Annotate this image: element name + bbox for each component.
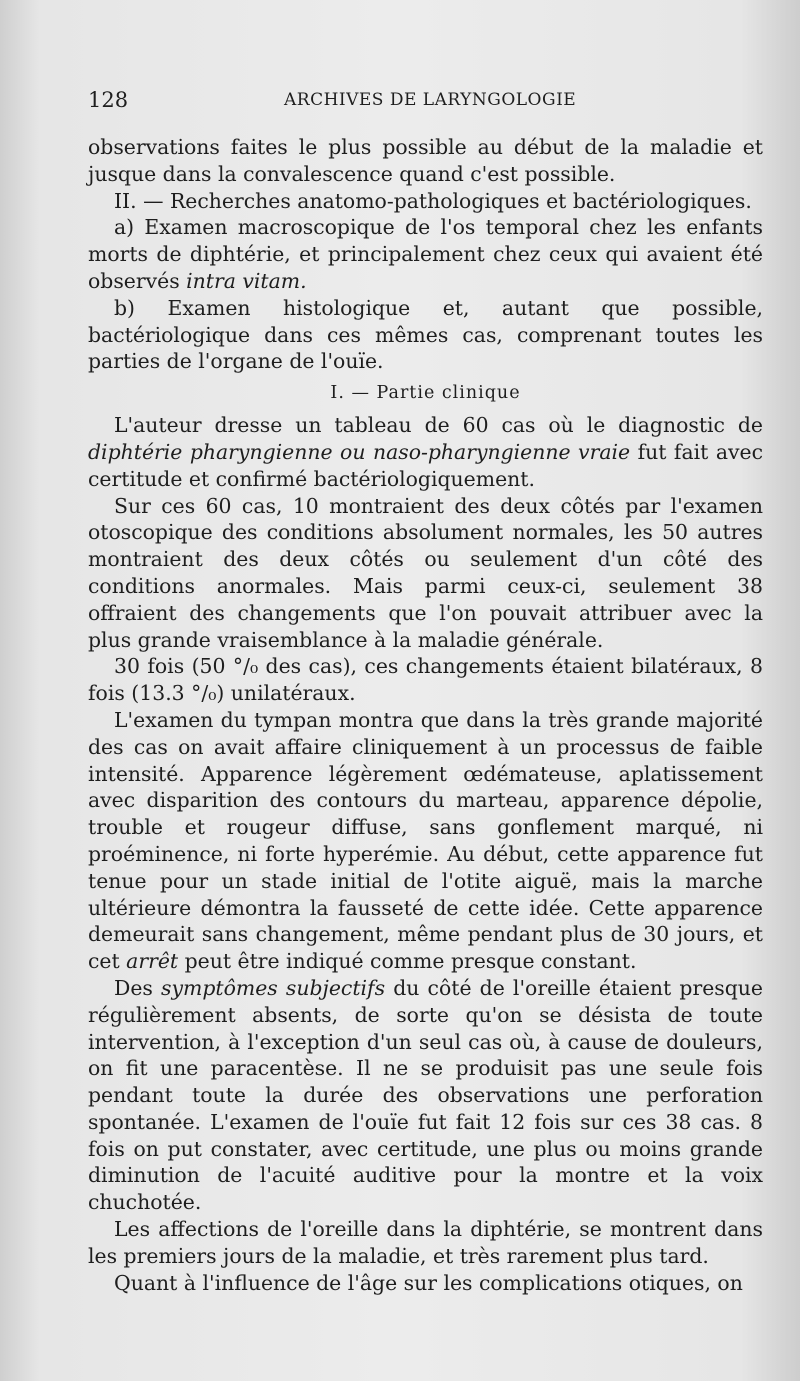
section-title: I. — Partie clinique: [330, 383, 521, 404]
paragraph: II. — Recherches anatomo-pathologiques et bactériologiques.: [114, 188, 752, 213]
paragraph: Les affections de l'oreille dans la diphtérie, se montrent dans les premiers jours de la maladie, et très rarement plus tard.: [88, 1217, 763, 1268]
paragraph: [88, 707, 763, 975]
paragraph-text: peut être indiqué comme presque constant.: [178, 949, 637, 974]
paragraph-text: du côté de l'oreille étaient presque régulièrement absents, de sorte qu'on se désista de toute intervention, à l'exception d'un seul cas où, à cause de douleurs, on fit une paracentèse. Il ne se produisit pas une seule fois pendant toute la durée des observations une perforation spontanée. L'examen de l'ouïe fut fait 12 fois sur ces 38 cas. 8 fois on put constater, avec certitude, une plus ou moins grande diminution de l'acuité auditive pour la montre et la voix chuchotée.: [88, 975, 763, 1215]
paragraph: [88, 214, 763, 294]
italic-text: intra vitam.: [186, 268, 307, 293]
page-header: [88, 88, 770, 120]
paragraph: [88, 412, 763, 492]
body-text: [88, 134, 763, 1296]
paragraph: 30 fois (50 °/₀ des cas), ces changements étaient bilatéraux, 8 fois (13.3 °/₀) unilatéraux.: [88, 654, 763, 706]
paragraph: b) Examen histologique et, autant que possible, bactériologique dans ces mêmes cas, comprenant toutes les parties de l'organe de l'ouïe.: [88, 295, 763, 374]
paragraph: Sur ces 60 cas, 10 montraient des deux côtés par l'examen otoscopique des conditions absolument normales, les 50 autres montraient des deux côtés ou seulement d'un côté des conditions anormales. Mais parmi ceux-ci, seulement 38 offraient des changements que l'on pouvait attribuer avec la plus grande vraisemblance à la maladie générale.: [88, 493, 763, 652]
paragraph-text: fut fait avec certitude et confirmé bactériologiquement.: [88, 439, 763, 491]
italic-text: arrêt: [126, 949, 179, 974]
paragraph-text: L'examen du tympan montra que dans la très grande majorité des cas on avait affaire cliniquement à un processus de faible intensité. Apparence légèrement œdémateuse, aplatissement avec disparition des contours du marteau, apparence dépolie, trouble et rougeur diffuse, sans gonflement marqué, ni proéminence, ni forte hyperémie. Au début, cette apparence fut tenue pour un stade initial de l'otite aiguë, mais la marche ultérieure démontra la fausseté de cette idée. Cette apparence demeurait sans changement, même pendant plus de 30 jours, et cet: [88, 707, 763, 974]
italic-text: symptômes subjectifs: [161, 975, 386, 1000]
paragraph-text: Des: [114, 975, 162, 1000]
paragraph: [88, 975, 763, 1216]
paragraph-text: L'auteur dresse un tableau de 60 cas où le diagnostic de: [114, 413, 763, 438]
paragraph-text: a) Examen macroscopique de l'os temporal chez les enfants morts de diphtérie, et principalement chez ceux qui avaient été observés: [88, 215, 763, 293]
italic-text: diphtérie pharyngienne ou naso-pharyngienne vraie: [88, 439, 631, 464]
page-number: 128: [88, 88, 129, 112]
paragraph: Quant à l'influence de l'âge sur les complications otiques, on: [114, 1270, 743, 1295]
running-title: ARCHIVES DE LARYNGOLOGIE: [284, 90, 577, 110]
paragraph: observations faites le plus possible au début de la maladie et jusque dans la convalescence quand c'est possible.: [88, 135, 763, 186]
